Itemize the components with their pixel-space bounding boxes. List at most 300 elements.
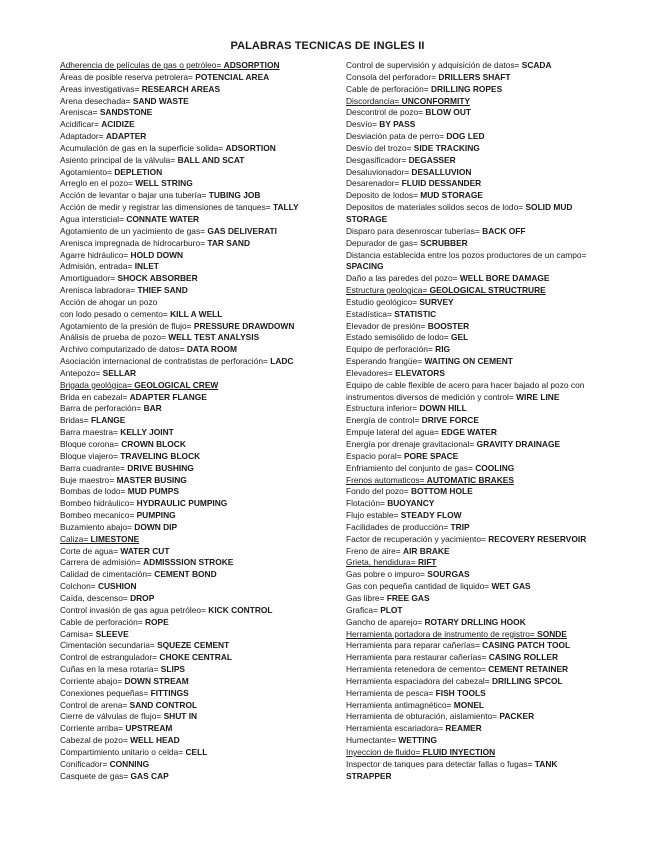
glossary-entry [346,285,598,297]
glossary-entry [346,332,598,344]
glossary-entry [60,676,328,688]
glossary-entry [60,427,328,439]
english-term: DEGASSER [408,154,456,165]
english-term: FLUID DESSANDER [401,178,482,189]
glossary-entry [346,131,598,143]
glossary-entry [346,664,598,676]
spanish-term: Control de estrangulador= [60,652,160,663]
spanish-term: Deposito de lodos= [346,190,421,201]
english-term: BACK OFF [482,225,526,236]
spanish-term: Estadística= [346,308,395,319]
spanish-term: Areas investigativas= [60,83,142,94]
english-term: DRILLING SPCOL [491,675,563,686]
glossary-entry [60,167,328,179]
spanish-term: Desviación pata de perro= [346,131,447,142]
spanish-term: Asiento principal de la válvula= [60,154,178,165]
english-term: TALLY [272,202,299,213]
glossary-entry [60,486,328,498]
english-term: SELLAR [102,367,137,378]
spanish-term: Desarenador= [346,178,402,189]
english-term: HYDRAULIC PUMPING [136,498,228,509]
spanish-term: Colchon= [60,581,98,592]
spanish-term: Arenisca= [60,107,100,118]
spanish-term: Desaluvionador= [346,166,412,177]
spanish-term: Conificador= [60,758,110,769]
spanish-term: Desgasificador= [346,154,409,165]
english-term: LIMESTONE [90,533,140,544]
glossary-entry [346,178,598,190]
english-term: DEPLETION [114,166,163,177]
spanish-term: Herramienta de pesca= [346,687,436,698]
glossary-entry [346,96,598,108]
spanish-term: Arenisca labradora= [60,285,138,296]
spanish-term: Casquete de gas= [60,770,131,781]
english-term: KILL A WELL [170,308,223,319]
english-term: CUSHION [97,581,137,592]
english-term: WELL STRING [135,178,193,189]
spanish-term: Cabezal de pozo= [60,735,131,746]
glossary-entry [60,261,328,273]
spanish-term: Gas pobre o impuro= [346,569,428,580]
spanish-term: Equipo de perforación= [346,344,436,355]
english-term: AUTOMATIC BRAKES [426,474,514,485]
glossary-entry [60,522,328,534]
spanish-term: Buje maestro= [60,474,117,485]
left-column [60,60,328,782]
spanish-term: Factor de recuperación y yacimiento= [346,533,489,544]
english-term: MUD STORAGE [420,190,483,201]
english-term: DRILLING ROPES [430,83,503,94]
glossary-entry [346,652,598,664]
spanish-term: Acumulación de gas en la superficie solida= [60,142,226,153]
spanish-term: Facilidades de producción= [346,521,451,532]
english-term: TRAVELING BLOCK [120,450,201,461]
glossary-entry [346,463,598,475]
english-term: STATISTIC [394,308,437,319]
spanish-term: Compartimiento unitario o celda= [60,746,186,757]
english-term: DOWN DIP [134,521,178,532]
glossary-entry [346,380,598,404]
spanish-term: Arena desechada= [60,95,133,106]
glossary-entry [60,273,328,285]
glossary-entry [60,226,328,238]
glossary-entry [346,403,598,415]
glossary-entry [60,403,328,415]
spanish-term: Humectante= [346,735,399,746]
english-term: CASING ROLLER [488,652,559,663]
glossary-entry [60,415,328,427]
spanish-term: Barra maestra= [60,427,121,438]
glossary-entry [346,155,598,167]
glossary-entry [60,581,328,593]
spanish-term: Bombas de lodo= [60,486,128,497]
spanish-term: Herramienta antimagnético= [346,699,454,710]
english-term: THIEF SAND [137,285,188,296]
spanish-term: Asociación internacional de contratistas de perforación= [60,356,271,367]
glossary-entry [346,605,598,617]
glossary-entry [346,226,598,238]
english-term: CROWN BLOCK [121,439,186,449]
spanish-term: Camisa= [60,628,96,639]
glossary-entry [60,652,328,664]
spanish-term: Brigada geológica= [60,379,135,390]
english-term: BY PASS [379,119,416,130]
spanish-term: Antepozo= [60,367,103,378]
glossary-entry [60,356,328,368]
english-term: WET GAS [491,581,531,592]
english-term: STEADY FLOW [400,510,462,521]
spanish-term: Enfriamiento del conjunto de gas= [346,462,476,473]
glossary-entry [60,202,328,214]
page-title: PALABRAS TECNICAS DE INGLES II [230,40,425,52]
english-term: SAND CONTROL [129,699,198,710]
english-term: FREE GAS [386,592,430,603]
spanish-term: Fondo del pozo= [346,486,411,497]
english-term: WATER CUT [120,545,170,556]
english-term: PLOT [380,604,403,615]
english-term: BALL AND SCAT [177,154,245,165]
glossary-entry [60,771,328,783]
spanish-term: Energía de control= [346,415,422,426]
english-term: HOLD DOWN [130,249,184,260]
spanish-term: Acción de medir y registrar las dimensiones de tanques= [60,202,273,213]
glossary-entry [346,486,598,498]
english-term: TRIP [450,521,470,532]
spanish-term: Depositos de materiales solidos secos de lodo= [346,202,526,213]
spanish-term: Buzamiento abajo= [60,521,135,532]
glossary-entry [60,593,328,605]
glossary-entry [60,546,328,558]
glossary-entry [346,522,598,534]
glossary-entry [346,415,598,427]
glossary-entry [60,155,328,167]
english-term: SANDSTONE [99,107,153,118]
glossary-entry [346,72,598,84]
glossary-entry [346,711,598,723]
spanish-term: Equipo de cable flexible de acero para hacer bajado al pozo con instrumentos diversos de medición y control= [346,379,585,402]
spanish-term: Espacio poral= [346,450,404,461]
english-term: PORE SPACE [403,450,459,461]
english-term: DRIVE BUSHING [127,462,194,473]
spanish-term: Calidad de cimentación= [60,569,155,580]
spanish-term: Bombeo mecanico= [60,510,137,521]
spanish-term: Estado semisólido de lodo= [346,332,451,343]
glossary-entry [60,534,328,546]
english-term: BLOW OUT [425,107,471,118]
spanish-term: Gas libre= [346,592,387,603]
spanish-term: Desvío= [346,119,380,130]
english-term: DATA ROOM [186,344,237,355]
english-term: SQUEZE CEMENT [157,640,230,651]
english-term: PACKER [499,711,535,722]
spanish-term: Acción de ahogar un pozo [60,296,158,307]
spanish-term: Corriente arriba= [60,723,126,734]
english-term: ACIDIZE [101,119,135,130]
english-term: SOLID MUD STORAGE [346,202,573,224]
english-term: PRESSURE DRAWDOWN [193,320,295,331]
spanish-term: Cimentación secundaria= [60,640,158,651]
spanish-term: Control de supervisión y adquisición de datos= [346,60,522,70]
english-term: CASING PATCH TOOL [482,640,571,651]
glossary-entry [346,676,598,688]
glossary-entry [60,629,328,641]
glossary-entry [60,475,328,487]
glossary-entry [346,723,598,735]
glossary-entry [60,510,328,522]
spanish-term: Corriente abajo= [60,675,125,686]
glossary-entry [60,344,328,356]
english-term: WAITING ON CEMENT [424,356,513,367]
spanish-term: Conexiones pequeñas= [60,687,151,698]
glossary-entry [346,427,598,439]
english-term: DRIVE FORCE [421,415,479,426]
glossary-entry [346,640,598,652]
english-term: LADC [270,356,294,367]
english-term: EDGE WATER [441,427,497,438]
english-term: ADAPTER [105,131,147,142]
spanish-term: Descontrol de pozo= [346,107,426,118]
english-term: SAND WASTE [132,95,189,106]
spanish-term: Cable de perforación= [60,616,145,627]
english-term: ADSORTION [225,142,276,153]
english-term: MUD PUMPS [127,486,179,497]
english-term: SPACING [346,261,384,272]
english-term: ROPE [144,616,169,627]
glossary-entry [60,238,328,250]
glossary-entry [60,285,328,297]
spanish-term: Amortiguador= [60,273,118,284]
glossary-entry [60,664,328,676]
glossary-entry [346,309,598,321]
glossary-entry [346,439,598,451]
english-term: COOLING [475,462,515,473]
english-term: GAS CAP [130,770,169,781]
spanish-term: Estructura geologica= [346,285,430,296]
english-term: MONEL [453,699,485,710]
glossary-entry [60,640,328,652]
glossary-entry [346,475,598,487]
spanish-term: Corte de agua= [60,545,121,556]
glossary-entry [346,107,598,119]
english-term: SOURGAS [427,569,470,580]
english-term: CELL [185,746,208,757]
glossary-entry [60,711,328,723]
glossary-entry [60,131,328,143]
glossary-entry [346,557,598,569]
spanish-term: Herramienta retenedora de cemento= [346,664,489,675]
glossary-entry [60,332,328,344]
spanish-term: Admisión, entrada= [60,261,135,272]
glossary-entry [346,356,598,368]
glossary-entry [346,569,598,581]
spanish-term: Bloque corona= [60,439,122,449]
english-term: TUBING JOB [208,190,261,201]
spanish-term: Herramienta escariadora= [346,723,446,734]
english-term: PUMPING [136,510,176,521]
english-term: GEL [451,332,469,343]
spanish-term: Frenos automaticos= [346,474,427,485]
english-term: ADSORPTION [223,60,280,70]
english-term: REAMER [445,723,482,734]
glossary-entry [346,250,598,274]
spanish-term: Depurador de gas= [346,237,421,248]
english-term: SHUT IN [163,711,198,722]
spanish-term: Bloque viajero= [60,450,121,461]
spanish-term: Esperando frangüe= [346,356,425,367]
glossary-entry [60,380,328,392]
glossary-entry [346,297,598,309]
glossary-entry [346,238,598,250]
glossary-entry [346,84,598,96]
glossary-entry [60,250,328,262]
glossary-entry [60,569,328,581]
spanish-term: Caliza= [60,533,91,544]
spanish-term: Agotamiento de la presión de flujo= [60,320,194,331]
glossary-entry [60,107,328,119]
english-term: CHOKE CENTRAL [159,652,232,663]
glossary-entry [60,321,328,333]
glossary-entry [60,143,328,155]
english-term: WELL BORE DAMAGE [459,273,550,284]
english-term: WELL TEST ANALYSIS [168,332,260,343]
spanish-term: Agua intersticial= [60,213,127,224]
spanish-term: Archivo computarizado de datos= [60,344,187,355]
english-term: GAS DELIVERATI [207,225,277,236]
spanish-term: Áreas de posible reserva petrolera= [60,71,196,82]
english-term: MASTER BUSING [116,474,187,485]
glossary-entry [60,60,328,72]
english-term: SCADA [521,60,552,70]
glossary-entry [346,617,598,629]
glossary-entry [346,629,598,641]
spanish-term: Grafica= [346,604,381,615]
spanish-term: Bridas= [60,415,91,426]
spanish-term: Estructura inferior= [346,403,420,414]
glossary-entry [60,190,328,202]
english-term: INLET [134,261,159,272]
spanish-term: Barra cuadrante= [60,462,128,473]
spanish-term: Herramienta portadora de instrumento de registro= [346,628,538,639]
english-term: SURVEY [419,296,454,307]
english-term: TAR SAND [207,237,251,248]
spanish-term: Flujo estable= [346,510,401,521]
spanish-term: Agotamiento= [60,166,115,177]
spanish-term: Gancho de aparejo= [346,616,425,627]
english-term: DRILLERS SHAFT [438,71,511,82]
spanish-term: Daño a las paredes del pozo= [346,273,460,284]
spanish-term: Disparo para desenroscar tuberías= [346,225,483,236]
spanish-term: Estudio geológico= [346,296,420,307]
english-term: RIG [435,344,451,355]
spanish-term: Control de arena= [60,699,130,710]
english-term: KICK CONTROL [208,604,273,615]
glossary-entry [60,119,328,131]
glossary-entry [346,581,598,593]
glossary-entry [346,273,598,285]
glossary-entry [346,344,598,356]
english-term: CONNATE WATER [126,213,200,224]
glossary-entry [60,688,328,700]
english-term: RESEARCH AREAS [141,83,221,94]
spanish-term: Acción de levantar o bajar una tubería= [60,190,209,201]
glossary-entry [346,321,598,333]
glossary-entry [60,735,328,747]
glossary-entry [60,96,328,108]
english-term: SIDE TRACKING [413,142,480,153]
spanish-term: Análisis de prueba de pozo= [60,332,169,343]
spanish-term: Flotación= [346,498,388,509]
right-column [346,60,598,782]
glossary-entry [346,143,598,155]
glossary-entry [60,439,328,451]
english-term: ADMISSSION STROKE [143,557,234,568]
spanish-term: Desvío del trozo= [346,142,414,153]
glossary-entry [60,498,328,510]
spanish-term: Brida en cabezal= [60,391,130,402]
english-term: BAR [143,403,162,414]
spanish-term: con lodo pesado o cemento= [60,308,171,319]
english-term: UPSTREAM [125,723,173,734]
english-term: CONNING [109,758,150,769]
glossary-entry [60,451,328,463]
glossary-entry [346,593,598,605]
spanish-term: Cuñas en la mesa rotaria= [60,664,161,675]
glossary-entry [346,735,598,747]
english-term: SCRUBBER [420,237,468,248]
spanish-term: Bombeo hidráulico= [60,498,137,509]
spanish-term: Empuje lateral del agua= [346,427,442,438]
english-term: ROTARY DRLLING HOOK [424,616,526,627]
spanish-term: Cable de perforación= [346,83,431,94]
glossary-entry [60,72,328,84]
glossary-entry [60,617,328,629]
glossary-entry [60,84,328,96]
english-term: RIFT [417,557,437,568]
glossary-entry [346,688,598,700]
english-term: FISH TOOLS [435,687,486,698]
glossary-entry [60,747,328,759]
spanish-term: Agotamiento de un yacimiento de gas= [60,225,208,236]
english-term: RECOVERY RESERVOIR [488,533,587,544]
english-term: FITTINGS [150,687,189,698]
spanish-term: Adaptador= [60,131,106,142]
glossary-entry [346,700,598,712]
spanish-term: Distancia establecida entre los pozos productores de un campo= [346,249,587,260]
spanish-term: Arreglo en el pozo= [60,178,136,189]
glossary-entry [60,297,328,309]
spanish-term: Discordancia= [346,95,402,106]
english-term: WELL HEAD [130,735,180,746]
english-term: GEOLOGICAL CREW [134,379,219,390]
glossary-entry [346,202,598,226]
glossary-entry [346,498,598,510]
glossary-entry [60,605,328,617]
english-term: FLANGE [90,415,126,426]
english-term: ELEVATORS [395,367,445,378]
english-term: SONDE [537,628,567,639]
glossary-entry [60,214,328,226]
glossary-entry [346,747,598,759]
spanish-term: Control invasión de gas agua petróleo= [60,604,209,615]
glossary-entry [60,178,328,190]
english-term: SHOCK ABSORBER [117,273,198,284]
english-term: AIR BRAKE [403,545,450,556]
glossary-entry [346,759,598,783]
spanish-term: Inyeccion de fluido= [346,746,423,757]
glossary-entry [346,167,598,179]
english-term: DOWN STREAM [124,675,189,686]
spanish-term: Herramienta espaciadora del cabezal= [346,675,492,686]
